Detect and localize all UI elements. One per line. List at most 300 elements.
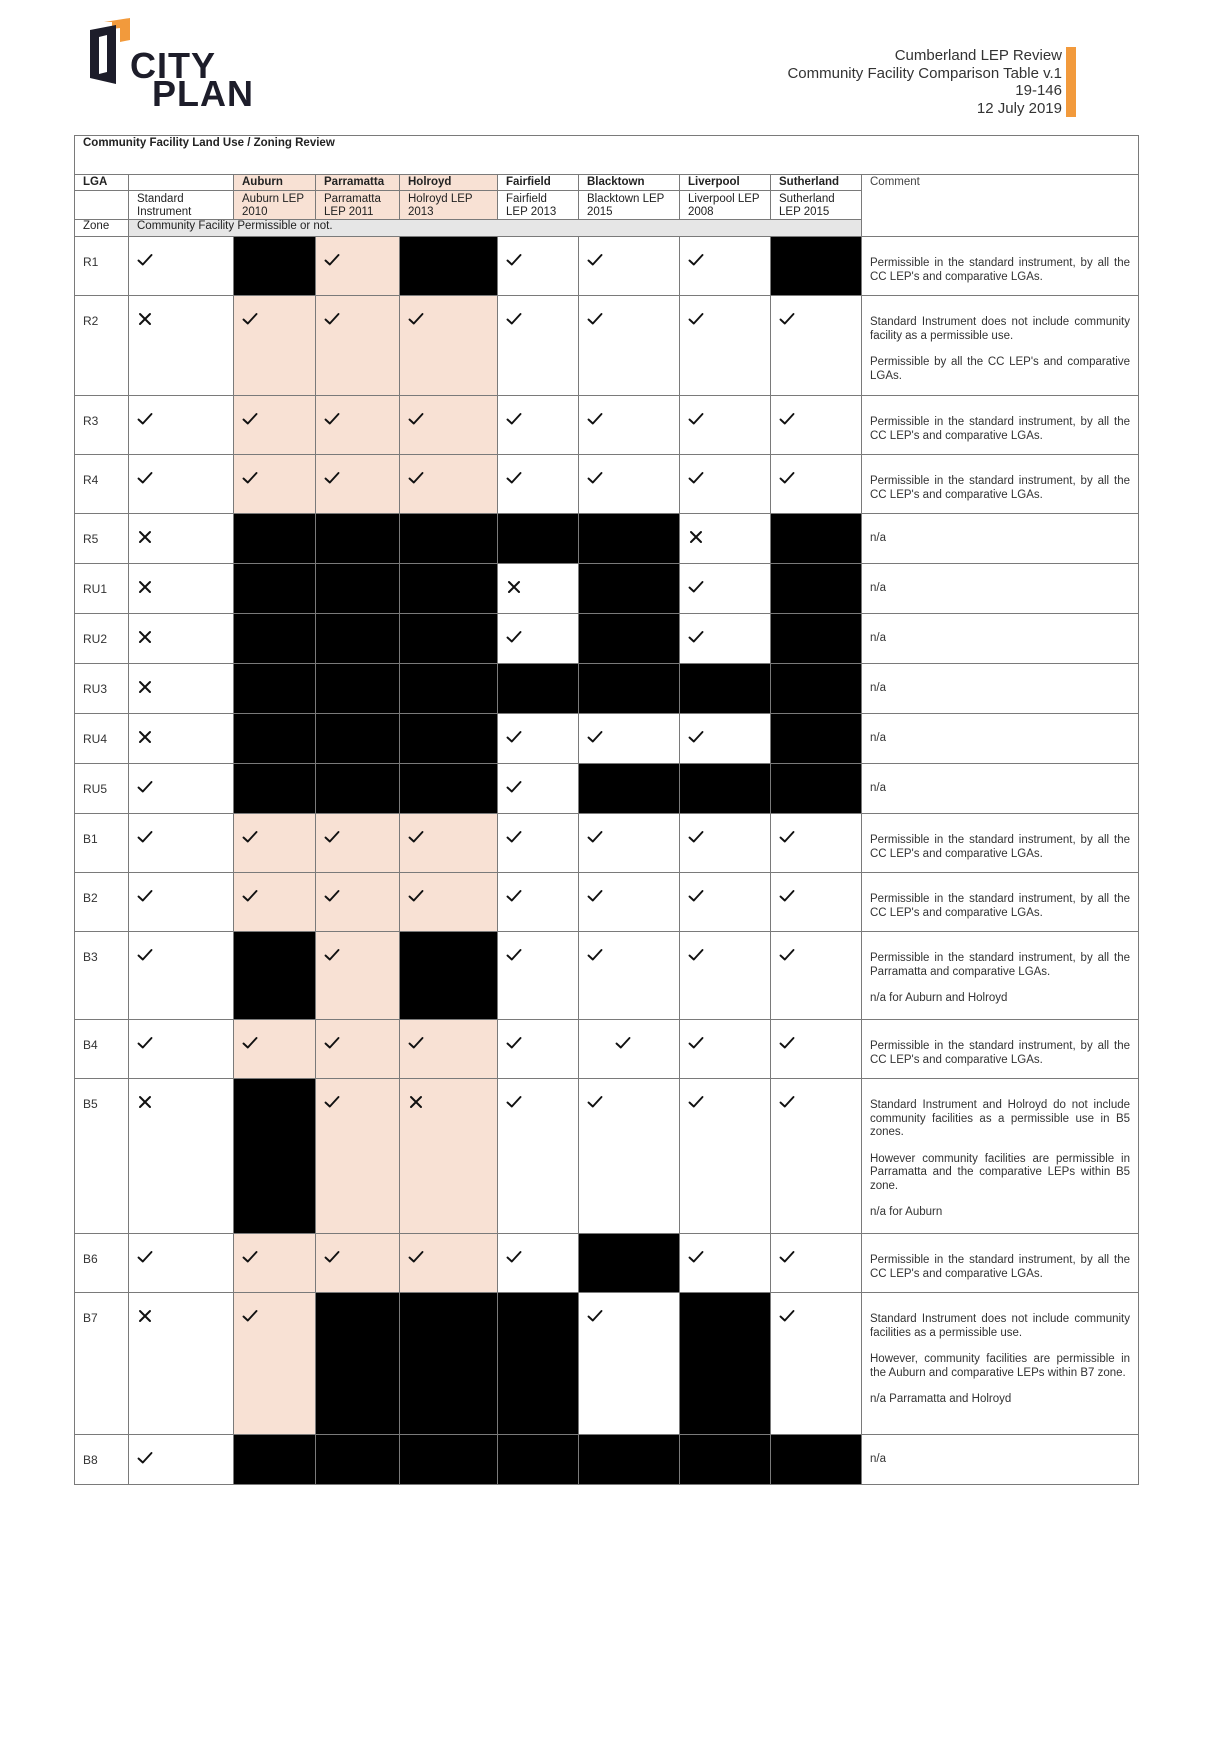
comment-text: n/a for Auburn and Holroyd: [870, 992, 1008, 1004]
zone-code: R1: [75, 237, 129, 296]
zone-code: B5: [75, 1079, 129, 1234]
comment-text: n/a Parramatta and Holroyd: [870, 1393, 1012, 1405]
check-icon: [587, 253, 603, 267]
comment-text: n/a: [870, 732, 886, 744]
cell-permissible: [680, 614, 771, 664]
header-job-number: 19-146: [1015, 82, 1062, 99]
cell-permissible: [316, 296, 400, 396]
cell-not-applicable: [234, 932, 316, 1020]
cell-not-permissible: [129, 296, 234, 396]
cell-permissible: [234, 873, 316, 932]
comment-text: Permissible in the standard instrument, by all the CC LEP's and comparative LGAs.: [870, 257, 1131, 283]
cell-not-applicable: [771, 764, 862, 814]
comment-cell: [862, 564, 1139, 614]
cell-not-applicable: [234, 614, 316, 664]
check-icon: [779, 1095, 795, 1109]
check-icon: [324, 412, 340, 426]
check-icon: [324, 830, 340, 844]
check-icon: [137, 1250, 153, 1264]
check-icon: [587, 1309, 603, 1323]
cell-permissible: [129, 764, 234, 814]
instrument-cell: Liverpool LEP 2008: [680, 191, 771, 220]
cell-not-applicable: [234, 237, 316, 296]
lga-header-row: [75, 175, 1139, 191]
comment-text: Standard Instrument and Holroyd do not include community facilities as a permissible use in B5 zones.: [870, 1099, 1131, 1138]
check-icon: [137, 830, 153, 844]
cross-icon: [137, 1095, 153, 1109]
cell-not-applicable: [771, 1435, 862, 1485]
cell-permissible: [579, 455, 680, 514]
cell-permissible: [579, 932, 680, 1020]
cell-permissible: [579, 873, 680, 932]
cell-permissible: [680, 237, 771, 296]
check-icon: [587, 830, 603, 844]
cell-permissible: [680, 1234, 771, 1293]
check-icon: [408, 1250, 424, 1264]
cell-not-applicable: [234, 1079, 316, 1234]
check-icon: [408, 830, 424, 844]
check-icon: [779, 830, 795, 844]
cell-permissible: [771, 1079, 862, 1234]
cell-not-applicable: [771, 514, 862, 564]
cell-permissible: [771, 873, 862, 932]
check-icon: [587, 889, 603, 903]
cell-not-applicable: [498, 514, 579, 564]
cell-permissible: [498, 764, 579, 814]
check-icon: [688, 630, 704, 644]
cell-permissible: [579, 814, 680, 873]
comment-text: However community facilities are permissible in Parramatta and the comparative LEPs within B5 zone.: [870, 1152, 1131, 1192]
cell-permissible: [498, 873, 579, 932]
check-icon: [506, 830, 522, 844]
comment-text: n/a: [870, 782, 886, 794]
comment-cell: [862, 873, 1139, 932]
document-header: [787, 47, 1062, 117]
zone-label: Zone: [75, 220, 129, 237]
check-icon: [324, 889, 340, 903]
cell-not-applicable: [498, 1435, 579, 1485]
cell-permissible: [579, 1293, 680, 1435]
instrument-cell: Parramatta LEP 2011: [316, 191, 400, 220]
cell-not-applicable: [400, 614, 498, 664]
check-icon: [242, 412, 258, 426]
cell-permissible: [316, 1234, 400, 1293]
check-icon: [688, 580, 704, 594]
cell-not-applicable: [400, 1293, 498, 1435]
check-icon: [506, 1036, 522, 1050]
zone-caption: Community Facility Permissible or not.: [129, 220, 862, 237]
comment-text: However, community facilities are permissible in the Auburn and comparative LEPs within B7 zone.: [870, 1353, 1131, 1379]
cell-not-applicable: [771, 664, 862, 714]
zone-code: R4: [75, 455, 129, 514]
instrument-cell: Blacktown LEP 2015: [579, 191, 680, 220]
cell-not-permissible: [129, 714, 234, 764]
cell-not-applicable: [579, 564, 680, 614]
cell-permissible: [680, 455, 771, 514]
comment-cell: [862, 1079, 1139, 1234]
cell-permissible: [400, 873, 498, 932]
cell-not-applicable: [680, 1293, 771, 1435]
cell-not-applicable: [316, 664, 400, 714]
cell-permissible: [400, 455, 498, 514]
check-icon: [506, 1095, 522, 1109]
cross-icon: [137, 580, 153, 594]
comment-cell: [862, 1293, 1139, 1435]
cell-not-applicable: [234, 514, 316, 564]
cell-permissible: [680, 1079, 771, 1234]
cell-permissible: [400, 1020, 498, 1079]
comment-cell: [862, 664, 1139, 714]
cell-permissible: [129, 814, 234, 873]
cell-not-applicable: [579, 1435, 680, 1485]
cell-not-applicable: [680, 764, 771, 814]
comment-text: Permissible in the standard instrument, by all the CC LEP's and comparative LGAs.: [870, 475, 1131, 501]
lga-cell-blacktown: Blacktown: [579, 175, 680, 191]
lga-cell-parramatta: Parramatta: [316, 175, 400, 191]
table-row: [75, 814, 1139, 873]
check-icon: [324, 312, 340, 326]
cell-permissible: [316, 237, 400, 296]
zone-code: B6: [75, 1234, 129, 1293]
cell-permissible: [680, 932, 771, 1020]
check-icon: [506, 253, 522, 267]
check-icon: [506, 412, 522, 426]
cell-permissible: [498, 1079, 579, 1234]
table-title: Community Facility Land Use / Zoning Review: [75, 136, 1139, 175]
check-icon: [615, 1036, 631, 1050]
cell-permissible: [234, 455, 316, 514]
check-icon: [688, 471, 704, 485]
table-row: [75, 1435, 1139, 1485]
table-row: [75, 614, 1139, 664]
cross-icon: [137, 1309, 153, 1323]
cell-not-applicable: [498, 664, 579, 714]
cell-permissible: [129, 873, 234, 932]
cell-not-applicable: [579, 514, 680, 564]
comment-text: Permissible in the standard instrument, by all the CC LEP's and comparative LGAs.: [870, 1040, 1131, 1066]
comment-text: n/a: [870, 582, 886, 594]
check-icon: [408, 312, 424, 326]
comment-text: Permissible by all the CC LEP's and comparative LGAs.: [870, 356, 1131, 382]
lga-cell-auburn: Auburn: [234, 175, 316, 191]
cell-permissible: [771, 1293, 862, 1435]
cell-not-applicable: [400, 932, 498, 1020]
check-icon: [324, 1036, 340, 1050]
cell-not-applicable: [400, 514, 498, 564]
check-icon: [779, 312, 795, 326]
zone-code: B8: [75, 1435, 129, 1485]
cell-permissible: [316, 396, 400, 455]
check-icon: [324, 471, 340, 485]
cell-not-applicable: [316, 1435, 400, 1485]
check-icon: [688, 1095, 704, 1109]
comment-text: Permissible in the standard instrument, by all the CC LEP's and comparative LGAs.: [870, 893, 1131, 919]
cell-permissible: [498, 1020, 579, 1079]
check-icon: [587, 948, 603, 962]
cell-permissible: [400, 1234, 498, 1293]
zone-code: B3: [75, 932, 129, 1020]
cell-not-applicable: [771, 237, 862, 296]
cell-permissible: [234, 1020, 316, 1079]
instrument-cell: Standard Instrument: [129, 191, 234, 220]
check-icon: [688, 253, 704, 267]
cell-not-applicable: [579, 1234, 680, 1293]
check-icon: [137, 1451, 153, 1465]
cell-permissible: [129, 1020, 234, 1079]
check-icon: [324, 1095, 340, 1109]
comment-text: Permissible in the standard instrument, by all the Parramatta and comparative LGAs.: [870, 952, 1131, 978]
cell-not-applicable: [579, 664, 680, 714]
check-icon: [506, 630, 522, 644]
comment-cell: [862, 764, 1139, 814]
check-icon: [587, 471, 603, 485]
check-icon: [779, 1309, 795, 1323]
check-icon: [688, 1036, 704, 1050]
table-row: [75, 714, 1139, 764]
cell-permissible: [498, 614, 579, 664]
check-icon: [688, 730, 704, 744]
cell-permissible: [129, 1435, 234, 1485]
cell-permissible: [680, 1020, 771, 1079]
cell-permissible: [771, 455, 862, 514]
check-icon: [408, 471, 424, 485]
zone-code: RU3: [75, 664, 129, 714]
cell-permissible: [771, 1020, 862, 1079]
cell-permissible: [316, 932, 400, 1020]
cell-not-applicable: [400, 1435, 498, 1485]
cell-permissible: [316, 814, 400, 873]
check-icon: [324, 948, 340, 962]
check-icon: [137, 889, 153, 903]
lga-cell-standard: [129, 175, 234, 191]
cell-permissible: [498, 1234, 579, 1293]
comment-cell: [862, 514, 1139, 564]
comment-cell: [862, 396, 1139, 455]
check-icon: [688, 948, 704, 962]
cell-permissible: [498, 932, 579, 1020]
check-icon: [587, 1095, 603, 1109]
cell-not-applicable: [400, 714, 498, 764]
zone-code: R5: [75, 514, 129, 564]
header-accent-bar: [1066, 47, 1076, 117]
cityplan-logo: [90, 18, 260, 114]
check-icon: [408, 412, 424, 426]
comment-cell: [862, 1435, 1139, 1485]
check-icon: [587, 730, 603, 744]
check-icon: [506, 312, 522, 326]
cell-not-applicable: [400, 237, 498, 296]
cell-permissible: [498, 296, 579, 396]
cell-permissible: [579, 296, 680, 396]
lga-cell-fairfield: Fairfield: [498, 175, 579, 191]
cell-not-applicable: [771, 714, 862, 764]
comment-text: Standard Instrument does not include community facility as a permissible use.: [870, 316, 1131, 342]
comment-cell: [862, 455, 1139, 514]
cell-permissible: [400, 396, 498, 455]
cell-not-permissible: [129, 614, 234, 664]
zoning-review-table: [74, 135, 1139, 1485]
cell-permissible: [680, 873, 771, 932]
table-row: [75, 514, 1139, 564]
check-icon: [506, 889, 522, 903]
cell-not-permissible: [680, 514, 771, 564]
zone-code: R3: [75, 396, 129, 455]
check-icon: [242, 1250, 258, 1264]
logo-word-city: CITY: [130, 45, 217, 86]
cell-permissible: [771, 1234, 862, 1293]
check-icon: [506, 730, 522, 744]
comment-text: Permissible in the standard instrument, by all the CC LEP's and comparative LGAs.: [870, 1254, 1131, 1280]
comment-text: n/a: [870, 632, 886, 644]
cell-not-applicable: [316, 514, 400, 564]
check-icon: [242, 471, 258, 485]
cell-permissible: [579, 237, 680, 296]
check-icon: [688, 889, 704, 903]
cell-not-applicable: [316, 714, 400, 764]
zone-code: R2: [75, 296, 129, 396]
zone-code: B4: [75, 1020, 129, 1079]
lga-cell-holroyd: Holroyd: [400, 175, 498, 191]
zone-code: RU4: [75, 714, 129, 764]
comment-cell: [862, 814, 1139, 873]
check-icon: [779, 412, 795, 426]
cell-permissible: [316, 1020, 400, 1079]
cross-icon: [688, 530, 704, 544]
comment-text: n/a: [870, 682, 886, 694]
cell-not-applicable: [316, 564, 400, 614]
table-row: [75, 1020, 1139, 1079]
cell-permissible: [234, 1293, 316, 1435]
comment-header: Comment: [862, 175, 1139, 237]
check-icon: [688, 412, 704, 426]
cell-not-applicable: [680, 664, 771, 714]
table-row: [75, 396, 1139, 455]
table-row: [75, 296, 1139, 396]
check-icon: [779, 1036, 795, 1050]
cell-not-applicable: [234, 564, 316, 614]
header-doc-title: Community Facility Comparison Table v.1: [787, 64, 1062, 82]
check-icon: [779, 948, 795, 962]
cell-not-permissible: [129, 564, 234, 614]
table-row: [75, 1293, 1139, 1435]
cell-not-applicable: [400, 564, 498, 614]
table-row: [75, 1234, 1139, 1293]
check-icon: [688, 1250, 704, 1264]
cell-not-applicable: [771, 614, 862, 664]
cell-not-applicable: [234, 714, 316, 764]
cell-not-applicable: [579, 614, 680, 664]
check-icon: [506, 471, 522, 485]
cell-not-permissible: [400, 1079, 498, 1234]
cell-permissible: [771, 932, 862, 1020]
check-icon: [506, 948, 522, 962]
cross-icon: [137, 630, 153, 644]
zone-code: RU2: [75, 614, 129, 664]
zone-code: B2: [75, 873, 129, 932]
instrument-cell: Auburn LEP 2010: [234, 191, 316, 220]
check-icon: [242, 1036, 258, 1050]
cell-not-applicable: [680, 1435, 771, 1485]
header-date: 12 July 2019: [976, 99, 1062, 117]
check-icon: [324, 1250, 340, 1264]
cell-permissible: [680, 564, 771, 614]
cell-not-permissible: [129, 514, 234, 564]
cell-permissible: [316, 873, 400, 932]
cell-not-permissible: [129, 1079, 234, 1234]
cell-permissible: [129, 932, 234, 1020]
cross-icon: [506, 580, 522, 594]
cell-permissible: [129, 455, 234, 514]
cell-not-permissible: [498, 564, 579, 614]
zone-code: B1: [75, 814, 129, 873]
lga-cell-liverpool: Liverpool: [680, 175, 771, 191]
comment-text: Standard Instrument does not include community facilities as a permissible use.: [870, 1313, 1131, 1339]
cell-permissible: [234, 1234, 316, 1293]
cell-permissible: [400, 296, 498, 396]
cell-permissible: [771, 296, 862, 396]
instrument-cell: Sutherland LEP 2015: [771, 191, 862, 220]
lga-cell-sutherland: Sutherland: [771, 175, 862, 191]
cross-icon: [137, 530, 153, 544]
check-icon: [137, 253, 153, 267]
comment-text: Permissible in the standard instrument, by all the CC LEP's and comparative LGAs.: [870, 834, 1131, 860]
cell-not-applicable: [234, 664, 316, 714]
cross-icon: [408, 1095, 424, 1109]
cell-permissible: [498, 396, 579, 455]
check-icon: [779, 471, 795, 485]
cell-not-applicable: [771, 564, 862, 614]
check-icon: [242, 312, 258, 326]
check-icon: [688, 830, 704, 844]
cell-permissible: [680, 296, 771, 396]
instrument-blank: [75, 191, 129, 220]
comment-text: n/a for Auburn: [870, 1206, 943, 1218]
cell-permissible: [129, 1234, 234, 1293]
cell-permissible: [579, 1079, 680, 1234]
check-icon: [779, 1250, 795, 1264]
cell-permissible: [680, 396, 771, 455]
check-icon: [137, 412, 153, 426]
cross-icon: [137, 680, 153, 694]
comment-cell: [862, 296, 1139, 396]
cell-permissible: [316, 455, 400, 514]
check-icon: [242, 1309, 258, 1323]
cell-permissible: [234, 814, 316, 873]
comment-text: n/a: [870, 532, 886, 544]
zone-code: B7: [75, 1293, 129, 1435]
comment-text: Permissible in the standard instrument, by all the CC LEP's and comparative LGAs.: [870, 416, 1131, 442]
header-project: Cumberland LEP Review: [894, 47, 1062, 64]
comment-cell: [862, 1020, 1139, 1079]
cell-not-applicable: [234, 1435, 316, 1485]
check-icon: [587, 312, 603, 326]
instrument-cell: Holroyd LEP 2013: [400, 191, 498, 220]
cell-permissible: [498, 814, 579, 873]
comment-text: n/a: [870, 1453, 886, 1465]
logo-word-plan: PLAN: [152, 73, 254, 114]
check-icon: [506, 1250, 522, 1264]
check-icon: [137, 1036, 153, 1050]
cell-permissible: [498, 455, 579, 514]
check-icon: [688, 312, 704, 326]
cell-permissible: [129, 396, 234, 455]
cell-not-permissible: [129, 1293, 234, 1435]
instrument-cell: Fairfield LEP 2013: [498, 191, 579, 220]
check-icon: [137, 780, 153, 794]
cell-not-applicable: [234, 764, 316, 814]
check-icon: [506, 780, 522, 794]
cell-permissible: [400, 814, 498, 873]
